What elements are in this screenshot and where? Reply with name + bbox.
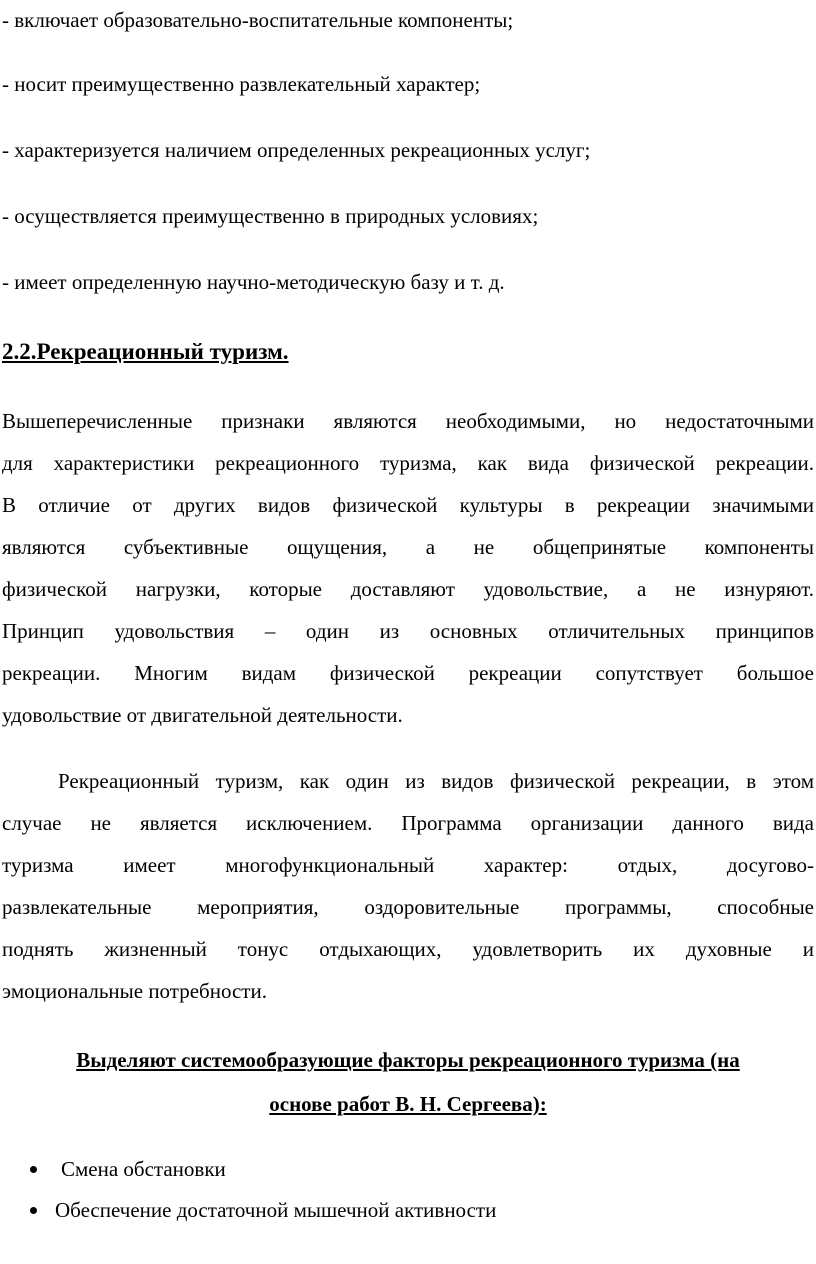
- paragraph-line: туризма имеет многофункциональный характер: отдых, досугово-: [2, 853, 814, 877]
- paragraph-line: физической нагрузки, которые доставляют удовольствие, а не изнуряют.: [2, 577, 814, 601]
- paragraph-line: удовольствие от двигательной деятельности.: [2, 703, 403, 727]
- list-item: - характеризуется наличием определенных рекреационных услуг;: [2, 138, 591, 162]
- paragraph-line: поднять жизненный тонус отдыхающих, удовлетворить их духовные и: [2, 937, 814, 961]
- bullet-text: Обеспечение достаточной мышечной активности: [55, 1198, 497, 1222]
- paragraph-line: Принцип удовольствия – один из основных отличительных принципов: [2, 619, 814, 643]
- paragraph-line: Рекреационный туризм, как один из видов физической рекреации, в этом: [58, 769, 814, 793]
- paragraph-line: Вышеперечисленные признаки являются необходимыми, но недостаточными: [2, 409, 814, 433]
- section-heading: 2.2.Рекреационный туризм.: [2, 339, 289, 364]
- paragraph-line: развлекательные мероприятия, оздоровительные программы, способные: [2, 895, 814, 919]
- list-item: - носит преимущественно развлекательный характер;: [2, 72, 481, 96]
- list-item: - включает образовательно-воспитательные компоненты;: [2, 8, 514, 32]
- paragraph-line: являются субъективные ощущения, а не общепринятые компоненты: [2, 535, 814, 559]
- bullet-icon: [30, 1166, 37, 1173]
- list-item: - имеет определенную научно-методическую базу и т. д.: [2, 270, 505, 294]
- paragraph-line: случае не является исключением. Программа организации данного вида: [2, 811, 814, 835]
- bullet-item: [30, 1198, 496, 1223]
- paragraph-line: для характеристики рекреационного туризма, как вида физической рекреации.: [2, 451, 814, 475]
- bullet-text: Смена обстановки: [61, 1157, 226, 1181]
- list-item: - осуществляется преимущественно в природных условиях;: [2, 204, 539, 228]
- paragraph-line: эмоциональные потребности.: [2, 979, 267, 1003]
- factors-title-line-2: основе работ В. Н. Сергеева):: [269, 1092, 547, 1116]
- paragraph-2: [2, 760, 814, 1012]
- paragraph-line: В отличие от других видов физической культуры в рекреации значимыми: [2, 493, 814, 517]
- paragraph-line: рекреации. Многим видам физической рекреации сопутствует большое: [2, 661, 814, 685]
- factors-title-line-1: Выделяют системообразующие факторы рекреационного туризма (на: [76, 1048, 740, 1072]
- bullet-item: [30, 1157, 226, 1182]
- paragraph-1: [2, 400, 814, 736]
- bullet-icon: [30, 1207, 37, 1214]
